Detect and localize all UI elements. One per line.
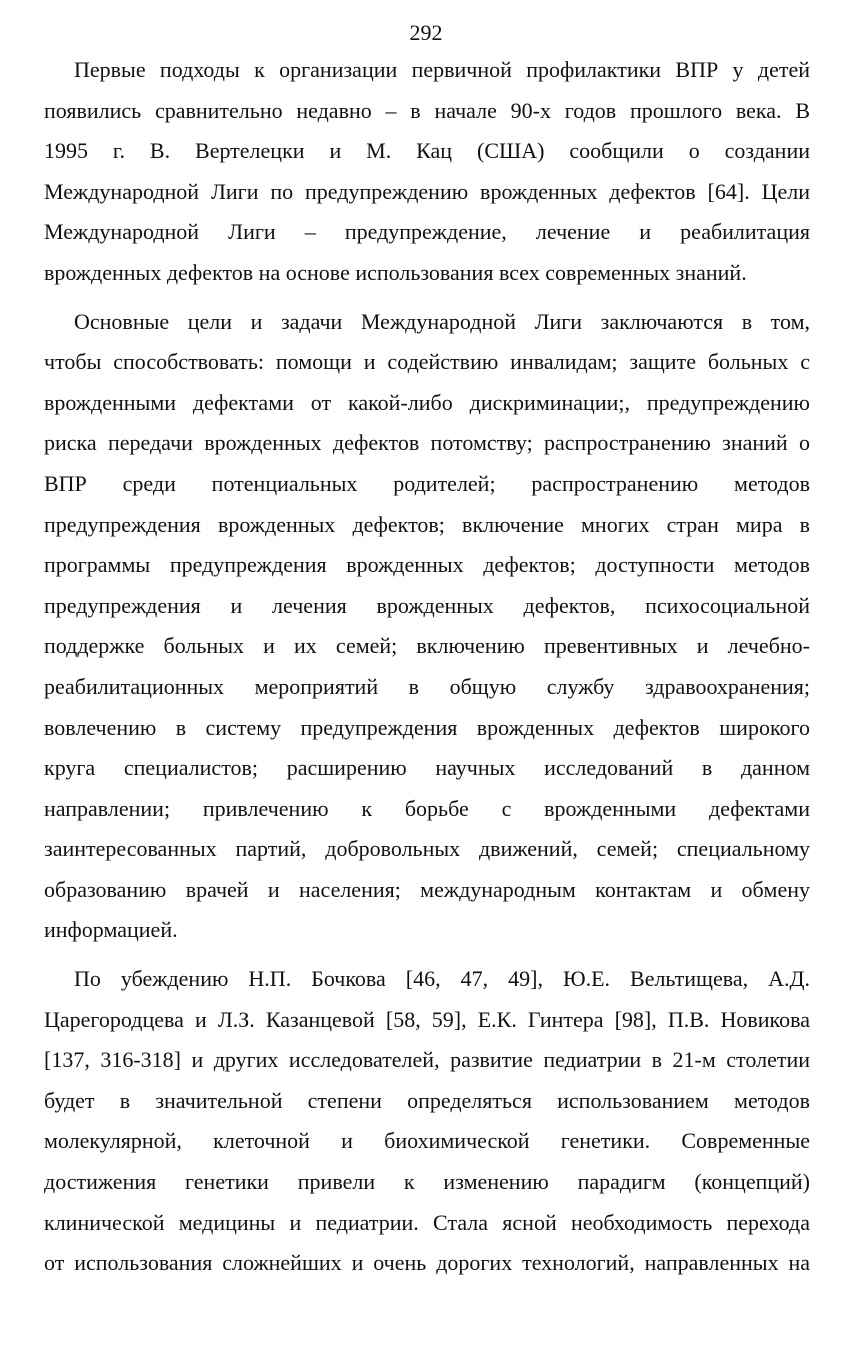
text-line: поддержке больных и их семей; включению превентивных и лечебно- — [44, 633, 810, 659]
text-line: образованию врачей и населения; международным контактам и обмену — [44, 876, 810, 902]
text-line: Международной Лиги – предупреждение, лечение и реабилитация — [44, 219, 810, 245]
text-line: будет в значительной степени определяться использованием методов — [44, 1087, 810, 1113]
text-line: Основные цели и задачи Международной Лиги заключаются в том, — [74, 308, 810, 334]
text-line: от использования сложнейших и очень дорогих технологий, направленных на — [44, 1250, 810, 1276]
page-number: 292 — [409, 20, 443, 45]
text-line: предупреждения и лечения врожденных дефектов, психосоциальной — [44, 592, 810, 618]
body-text — [44, 50, 810, 1292]
text-line: врожденными дефектами от какой-либо дискриминации;, предупреждению — [44, 389, 810, 415]
paragraph-3 — [44, 959, 810, 1284]
text-line: риска передачи врожденных дефектов потомству; распространению знаний о — [44, 430, 810, 456]
text-line: предупреждения врожденных дефектов; включение многих стран мира в — [44, 511, 810, 537]
text-line: направлении; привлечению к борьбе с врожденными дефектами — [44, 795, 810, 821]
text-line: [137, 316-318] и других исследователей, развитие педиатрии в 21-м столетии — [44, 1047, 810, 1073]
text-line: ВПР среди потенциальных родителей; распространению методов — [44, 470, 810, 496]
text-line: достижения генетики привели к изменению парадигм (концепций) — [44, 1169, 810, 1195]
paragraph-2 — [44, 302, 810, 952]
text-line: вовлечению в систему предупреждения врожденных дефектов широкого — [44, 714, 810, 740]
text-line: клинической медицины и педиатрии. Стала ясной необходимость перехода — [44, 1209, 810, 1235]
text-line: заинтересованных партий, добровольных движений, семей; специальному — [44, 836, 810, 862]
text-line: информацией. — [44, 917, 178, 943]
paragraph-1 — [44, 50, 810, 294]
text-line: 1995 г. В. Вертелецки и М. Кац (США) сообщили о создании — [44, 138, 810, 164]
text-line: Первые подходы к организации первичной профилактики ВПР у детей — [74, 57, 810, 82]
text-line: круга специалистов; расширению научных исследований в данном — [44, 755, 810, 781]
text-line: Царегородцева и Л.З. Казанцевой [58, 59], Е.К. Гинтера [98], П.В. Новикова — [44, 1006, 810, 1032]
text-line: появились сравнительно недавно – в начале 90-х годов прошлого века. В — [44, 97, 810, 123]
text-line: Международной Лиги по предупреждению врожденных дефектов [64]. Цели — [44, 178, 810, 204]
text-line: врожденных дефектов на основе использования всех современных знаний. — [44, 259, 747, 285]
text-line: чтобы способствовать: помощи и содействию инвалидам; защите больных с — [44, 349, 810, 375]
text-line: реабилитационных мероприятий в общую службу здравоохранения; — [44, 673, 810, 699]
text-line: молекулярной, клеточной и биохимической генетики. Современные — [44, 1128, 810, 1154]
text-line: По убеждению Н.П. Бочкова [46, 47, 49], Ю.Е. Вельтищева, А.Д. — [74, 966, 810, 992]
text-line: программы предупреждения врожденных дефектов; доступности методов — [44, 552, 810, 578]
